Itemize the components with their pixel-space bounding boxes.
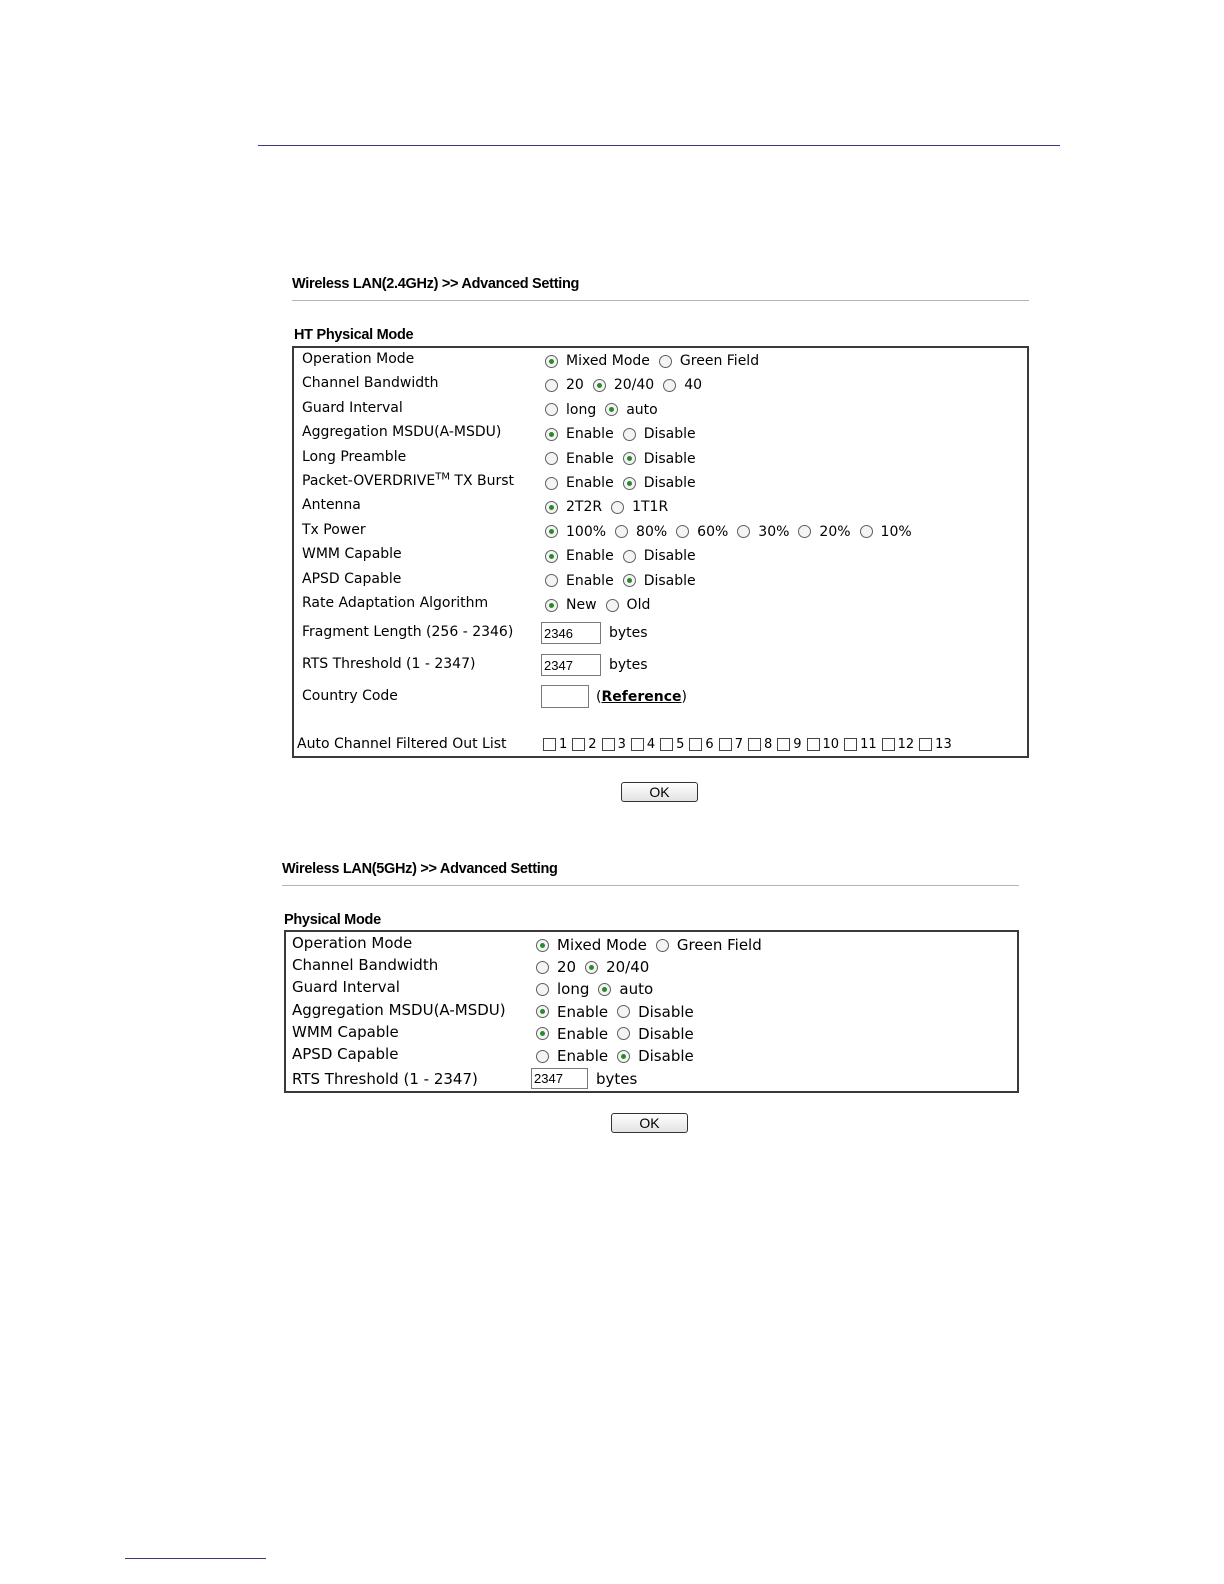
long-preamble-option-label: Disable	[643, 450, 696, 467]
apsd-capable-option-disable[interactable]	[617, 1047, 694, 1065]
tx-power-option-80[interactable]	[615, 524, 667, 540]
row-channel-bandwidth	[294, 375, 1027, 397]
wmm-capable-options	[545, 548, 705, 564]
aggregation-msdu-a-msdu-label: Aggregation MSDU(A-MSDU)	[302, 424, 502, 441]
operation-mode-option-label: Green Field	[679, 353, 760, 369]
channel-4-checkbox[interactable]	[631, 738, 644, 751]
radio-unchecked-icon[interactable]	[623, 428, 636, 441]
packet-overdrive-tx-burst-option-enable[interactable]	[545, 475, 614, 491]
channel-bandwidth-label: Channel Bandwidth	[292, 956, 439, 975]
operation-mode-option-green-field[interactable]	[659, 353, 759, 369]
wmm-capable-option-enable[interactable]	[545, 548, 614, 564]
apsd-capable-options	[536, 1047, 703, 1065]
row-wmm-capable	[286, 1023, 1017, 1045]
row-long-preamble	[294, 449, 1027, 471]
apsd-capable-label: APSD Capable	[302, 570, 402, 587]
section-rule-5ghz	[282, 885, 1019, 886]
channel-1-label: 1	[559, 737, 568, 752]
radio-unchecked-icon[interactable]	[737, 525, 750, 538]
radio-checked-icon[interactable]	[585, 961, 598, 974]
row-aggregation-msdu-a-msdu	[294, 424, 1027, 446]
wmm-capable-options	[536, 1025, 703, 1043]
radio-unchecked-icon[interactable]	[606, 599, 619, 612]
row-rts-threshold	[294, 654, 1027, 676]
channel-bandwidth-option-20[interactable]	[536, 958, 576, 976]
wmm-capable-option-label: Disable	[638, 1024, 694, 1043]
auto-channel-label: Auto Channel Filtered Out List	[297, 736, 507, 752]
row-fragment-length	[294, 622, 1027, 644]
guard-interval-option-auto[interactable]	[598, 980, 653, 998]
box-title-ht-physical-mode: HT Physical Mode	[294, 327, 414, 343]
tx-power-option-label: 60%	[697, 523, 729, 540]
aggregation-msdu-a-msdu-option-disable[interactable]	[623, 426, 696, 442]
ok-button-24ghz[interactable]: OK	[621, 782, 698, 802]
radio-checked-icon[interactable]	[545, 501, 558, 514]
radio-unchecked-icon[interactable]	[536, 961, 549, 974]
tx-power-option-30[interactable]	[737, 524, 789, 540]
operation-mode-option-mixed-mode[interactable]	[536, 936, 647, 954]
operation-mode-option-label: Green Field	[676, 936, 762, 954]
tx-power-option-20[interactable]	[798, 524, 850, 540]
radio-checked-icon[interactable]	[536, 1027, 549, 1040]
channel-bandwidth-option-label: 20	[566, 377, 584, 394]
guard-interval-option-label: auto	[626, 401, 658, 418]
long-preamble-label: Long Preamble	[302, 448, 407, 465]
rts-threshold-label: RTS Threshold (1 - 2347)	[302, 656, 476, 672]
wmm-capable-option-disable[interactable]	[623, 548, 696, 564]
radio-unchecked-icon[interactable]	[663, 379, 676, 392]
guard-interval-label: Guard Interval	[302, 399, 403, 416]
packet-overdrive-tx-burst-option-label: Enable	[566, 475, 614, 491]
row-channel-bandwidth	[286, 956, 1017, 978]
apsd-capable-option-label: Enable	[557, 1047, 609, 1065]
apsd-capable-option-label: Disable	[638, 1047, 694, 1065]
fragment-length-label: Fragment Length (256 - 2346)	[302, 624, 514, 640]
rts-threshold-unit: bytes	[609, 657, 648, 673]
antenna-option-1t1r[interactable]	[611, 499, 668, 515]
radio-unchecked-icon[interactable]	[611, 501, 624, 514]
apsd-capable-option-enable[interactable]	[545, 573, 614, 589]
tx-power-option-label: 80%	[636, 523, 668, 540]
channel-2-label: 2	[588, 737, 597, 752]
aggregation-msdu-a-msdu-option-enable[interactable]	[536, 1003, 608, 1021]
packet-overdrive-tx-burst-label-trademark: TM	[435, 471, 450, 483]
channel-5-label: 5	[676, 737, 685, 752]
wmm-capable-option-label: Enable	[557, 1024, 609, 1043]
guard-interval-option-label: long	[557, 980, 590, 999]
radio-unchecked-icon[interactable]	[659, 355, 672, 368]
antenna-label: Antenna	[302, 497, 361, 514]
section-title-5ghz: Wireless LAN(5GHz) >> Advanced Setting	[282, 861, 558, 877]
radio-checked-icon[interactable]	[545, 550, 558, 563]
rate-adaptation-algorithm-option-label: Old	[626, 597, 651, 613]
operation-mode-options	[545, 353, 768, 369]
section-rule-24ghz	[292, 300, 1029, 301]
radio-unchecked-icon[interactable]	[623, 550, 636, 563]
fragment-length-input[interactable]	[541, 622, 601, 644]
settings-box-5ghz	[284, 930, 1019, 1093]
channel-bandwidth-option-40[interactable]	[663, 377, 702, 393]
channel-11-checkbox[interactable]	[844, 738, 857, 751]
channel-13-checkbox[interactable]	[919, 738, 932, 751]
guard-interval-option-label: auto	[619, 980, 654, 999]
operation-mode-label: Operation Mode	[292, 934, 413, 952]
guard-interval-option-auto[interactable]	[605, 402, 658, 418]
aggregation-msdu-a-msdu-label: Aggregation MSDU(A-MSDU)	[292, 1000, 506, 1019]
country-code-label: Country Code	[302, 688, 398, 704]
guard-interval-options	[545, 402, 667, 418]
channel-bandwidth-options	[545, 377, 711, 393]
channel-11-label: 11	[860, 737, 877, 752]
channel-10-checkbox[interactable]	[807, 738, 820, 751]
operation-mode-options	[536, 936, 771, 954]
antenna-option-label: 2T2R	[566, 499, 603, 516]
wmm-capable-option-enable[interactable]	[536, 1025, 608, 1043]
channel-3-label: 3	[617, 737, 626, 752]
channel-8-checkbox[interactable]	[748, 738, 761, 751]
radio-unchecked-icon[interactable]	[860, 525, 873, 538]
apsd-capable-label: APSD Capable	[292, 1045, 399, 1063]
apsd-capable-option-enable[interactable]	[536, 1047, 608, 1065]
channel-6-label: 6	[705, 737, 714, 752]
tx-power-label: Tx Power	[302, 521, 366, 538]
channel-12-label: 12	[897, 737, 915, 752]
section-title-24ghz: Wireless LAN(2.4GHz) >> Advanced Setting	[292, 276, 580, 292]
guard-interval-options	[536, 980, 662, 998]
wmm-capable-option-disable[interactable]	[617, 1025, 694, 1043]
row-tx-power	[294, 522, 1027, 544]
radio-checked-icon[interactable]	[623, 574, 636, 587]
channel-5-checkbox[interactable]	[660, 738, 673, 751]
channel-bandwidth-option-label: 20/40	[613, 377, 655, 394]
row-rts-threshold-5ghz	[286, 1068, 1017, 1090]
radio-unchecked-icon[interactable]	[545, 452, 558, 465]
long-preamble-option-disable[interactable]	[623, 451, 696, 467]
channel-3-checkbox[interactable]	[602, 738, 615, 751]
country-code-input[interactable]	[541, 685, 589, 708]
rts-threshold-input-5ghz[interactable]	[531, 1068, 588, 1089]
fragment-length-unit: bytes	[609, 625, 648, 641]
packet-overdrive-tx-burst-label	[302, 473, 514, 489]
antenna-option-label: 1T1R	[632, 499, 669, 516]
channel-9-label: 9	[793, 737, 802, 752]
packet-overdrive-tx-burst-option-disable[interactable]	[623, 475, 696, 491]
tx-power-option-label: 100%	[566, 523, 607, 540]
channel-bandwidth-option-label: 40	[684, 377, 703, 394]
radio-checked-icon[interactable]	[623, 477, 636, 490]
rate-adaptation-algorithm-option-new[interactable]	[545, 597, 597, 613]
radio-checked-icon[interactable]	[545, 525, 558, 538]
channel-bandwidth-options	[536, 958, 658, 976]
guard-interval-option-long[interactable]	[545, 402, 596, 418]
radio-unchecked-icon[interactable]	[798, 525, 811, 538]
radio-unchecked-icon[interactable]	[656, 939, 669, 952]
aggregation-msdu-a-msdu-options	[536, 1003, 703, 1021]
wmm-capable-label: WMM Capable	[302, 546, 402, 563]
guard-interval-label: Guard Interval	[292, 978, 400, 997]
rts-threshold-unit-5ghz: bytes	[596, 1069, 638, 1088]
operation-mode-option-label: Mixed Mode	[566, 353, 650, 369]
channel-7-label: 7	[734, 737, 743, 752]
rate-adaptation-algorithm-option-old[interactable]	[606, 597, 651, 613]
radio-checked-icon[interactable]	[545, 599, 558, 612]
channel-1-checkbox[interactable]	[543, 738, 556, 751]
antenna-option-2t2r[interactable]	[545, 499, 602, 515]
row-wmm-capable	[294, 546, 1027, 568]
radio-checked-icon[interactable]	[536, 1005, 549, 1018]
channel-12-checkbox[interactable]	[882, 738, 895, 751]
radio-checked-icon[interactable]	[593, 379, 606, 392]
radio-unchecked-icon[interactable]	[536, 1050, 549, 1063]
radio-unchecked-icon[interactable]	[676, 525, 689, 538]
channel-9-checkbox[interactable]	[777, 738, 790, 751]
long-preamble-option-enable[interactable]	[545, 451, 614, 467]
ok-button-5ghz[interactable]: OK	[611, 1113, 688, 1133]
channel-bandwidth-option-20-40[interactable]	[593, 377, 654, 393]
radio-unchecked-icon[interactable]	[536, 983, 549, 996]
aggregation-msdu-a-msdu-option-label: Enable	[566, 426, 614, 443]
aggregation-msdu-a-msdu-option-enable[interactable]	[545, 426, 614, 442]
row-auto-channel	[294, 736, 1027, 758]
wmm-capable-option-label: Enable	[566, 548, 614, 565]
operation-mode-option-label: Mixed Mode	[557, 936, 647, 954]
apsd-capable-option-label: Enable	[566, 572, 614, 589]
row-operation-mode	[286, 934, 1017, 956]
guard-interval-option-long[interactable]	[536, 980, 589, 998]
radio-checked-icon[interactable]	[536, 939, 549, 952]
long-preamble-options	[545, 451, 705, 467]
radio-checked-icon[interactable]	[605, 403, 618, 416]
country-code-paren-open: (	[596, 688, 602, 705]
long-preamble-option-label: Enable	[566, 450, 614, 467]
radio-unchecked-icon[interactable]	[545, 477, 558, 490]
radio-unchecked-icon[interactable]	[615, 525, 628, 538]
channel-bandwidth-option-label: 20/40	[606, 958, 650, 977]
rate-adaptation-algorithm-option-label: New	[566, 597, 597, 613]
aggregation-msdu-a-msdu-option-label: Enable	[557, 1002, 609, 1021]
tx-power-option-60[interactable]	[676, 524, 728, 540]
packet-overdrive-tx-burst-options	[545, 475, 705, 491]
tx-power-option-label: 10%	[880, 523, 912, 540]
channel-8-label: 8	[763, 737, 773, 752]
packet-overdrive-tx-burst-label-main: Packet-OVERDRIVE	[302, 473, 436, 489]
radio-unchecked-icon[interactable]	[545, 403, 558, 416]
aggregation-msdu-a-msdu-option-label: Disable	[643, 426, 696, 443]
radio-checked-icon[interactable]	[617, 1050, 630, 1063]
tx-power-option-10[interactable]	[860, 524, 912, 540]
operation-mode-option-mixed-mode[interactable]	[545, 353, 650, 369]
country-code-paren-close: )	[681, 688, 687, 705]
radio-checked-icon[interactable]	[545, 355, 558, 368]
packet-overdrive-tx-burst-label-suffix: TX Burst	[449, 473, 515, 489]
row-rate-adaptation-algorithm	[294, 595, 1027, 617]
operation-mode-label: Operation Mode	[302, 351, 415, 367]
channel-4-label: 4	[646, 737, 656, 752]
page-footer-rule	[125, 1558, 266, 1559]
radio-unchecked-icon[interactable]	[545, 379, 558, 392]
aggregation-msdu-a-msdu-options	[545, 426, 705, 442]
apsd-capable-option-label: Disable	[643, 572, 696, 589]
tx-power-options	[545, 524, 921, 540]
rate-adaptation-algorithm-label: Rate Adaptation Algorithm	[302, 595, 489, 611]
row-apsd-capable	[286, 1045, 1017, 1067]
box-title-physical-mode: Physical Mode	[284, 912, 381, 928]
radio-checked-icon[interactable]	[598, 983, 611, 996]
channel-2-checkbox[interactable]	[572, 738, 585, 751]
radio-unchecked-icon[interactable]	[617, 1005, 630, 1018]
radio-unchecked-icon[interactable]	[545, 574, 558, 587]
packet-overdrive-tx-burst-option-label: Disable	[643, 475, 696, 491]
row-antenna	[294, 497, 1027, 519]
apsd-capable-options	[545, 573, 705, 589]
radio-unchecked-icon[interactable]	[617, 1027, 630, 1040]
row-operation-mode	[294, 351, 1027, 373]
auto-channel-list	[543, 737, 957, 752]
reference-link[interactable]: Reference	[601, 688, 682, 705]
row-apsd-capable	[294, 571, 1027, 593]
channel-7-checkbox[interactable]	[719, 738, 732, 751]
rts-threshold-label-5ghz: RTS Threshold (1 - 2347)	[292, 1070, 478, 1088]
wmm-capable-option-label: Disable	[643, 548, 696, 565]
antenna-options	[545, 499, 677, 515]
channel-13-label: 13	[935, 737, 952, 752]
tx-power-option-label: 30%	[758, 523, 790, 540]
channel-bandwidth-label: Channel Bandwidth	[302, 375, 439, 392]
channel-10-label: 10	[822, 737, 840, 752]
tx-power-option-100[interactable]	[545, 524, 606, 540]
radio-checked-icon[interactable]	[623, 452, 636, 465]
row-country-code	[294, 685, 1027, 707]
channel-bandwidth-option-20[interactable]	[545, 377, 584, 393]
settings-box-24ghz	[292, 346, 1029, 758]
guard-interval-option-label: long	[566, 401, 597, 418]
channel-bandwidth-option-label: 20	[557, 958, 577, 977]
tx-power-option-label: 20%	[819, 523, 851, 540]
row-guard-interval	[294, 400, 1027, 422]
row-aggregation-msdu-a-msdu	[286, 1001, 1017, 1023]
apsd-capable-option-disable[interactable]	[623, 573, 696, 589]
rts-threshold-input[interactable]	[541, 654, 601, 676]
aggregation-msdu-a-msdu-option-label: Disable	[638, 1002, 694, 1021]
row-guard-interval	[286, 978, 1017, 1000]
page-header-rule	[258, 145, 1060, 146]
channel-bandwidth-option-20-40[interactable]	[585, 958, 649, 976]
operation-mode-option-green-field[interactable]	[656, 936, 762, 954]
wmm-capable-label: WMM Capable	[292, 1022, 399, 1041]
aggregation-msdu-a-msdu-option-disable[interactable]	[617, 1003, 694, 1021]
channel-6-checkbox[interactable]	[689, 738, 702, 751]
radio-checked-icon[interactable]	[545, 428, 558, 441]
row-packet-overdrive-tx-burst	[294, 473, 1027, 495]
rate-adaptation-algorithm-options	[545, 597, 659, 613]
